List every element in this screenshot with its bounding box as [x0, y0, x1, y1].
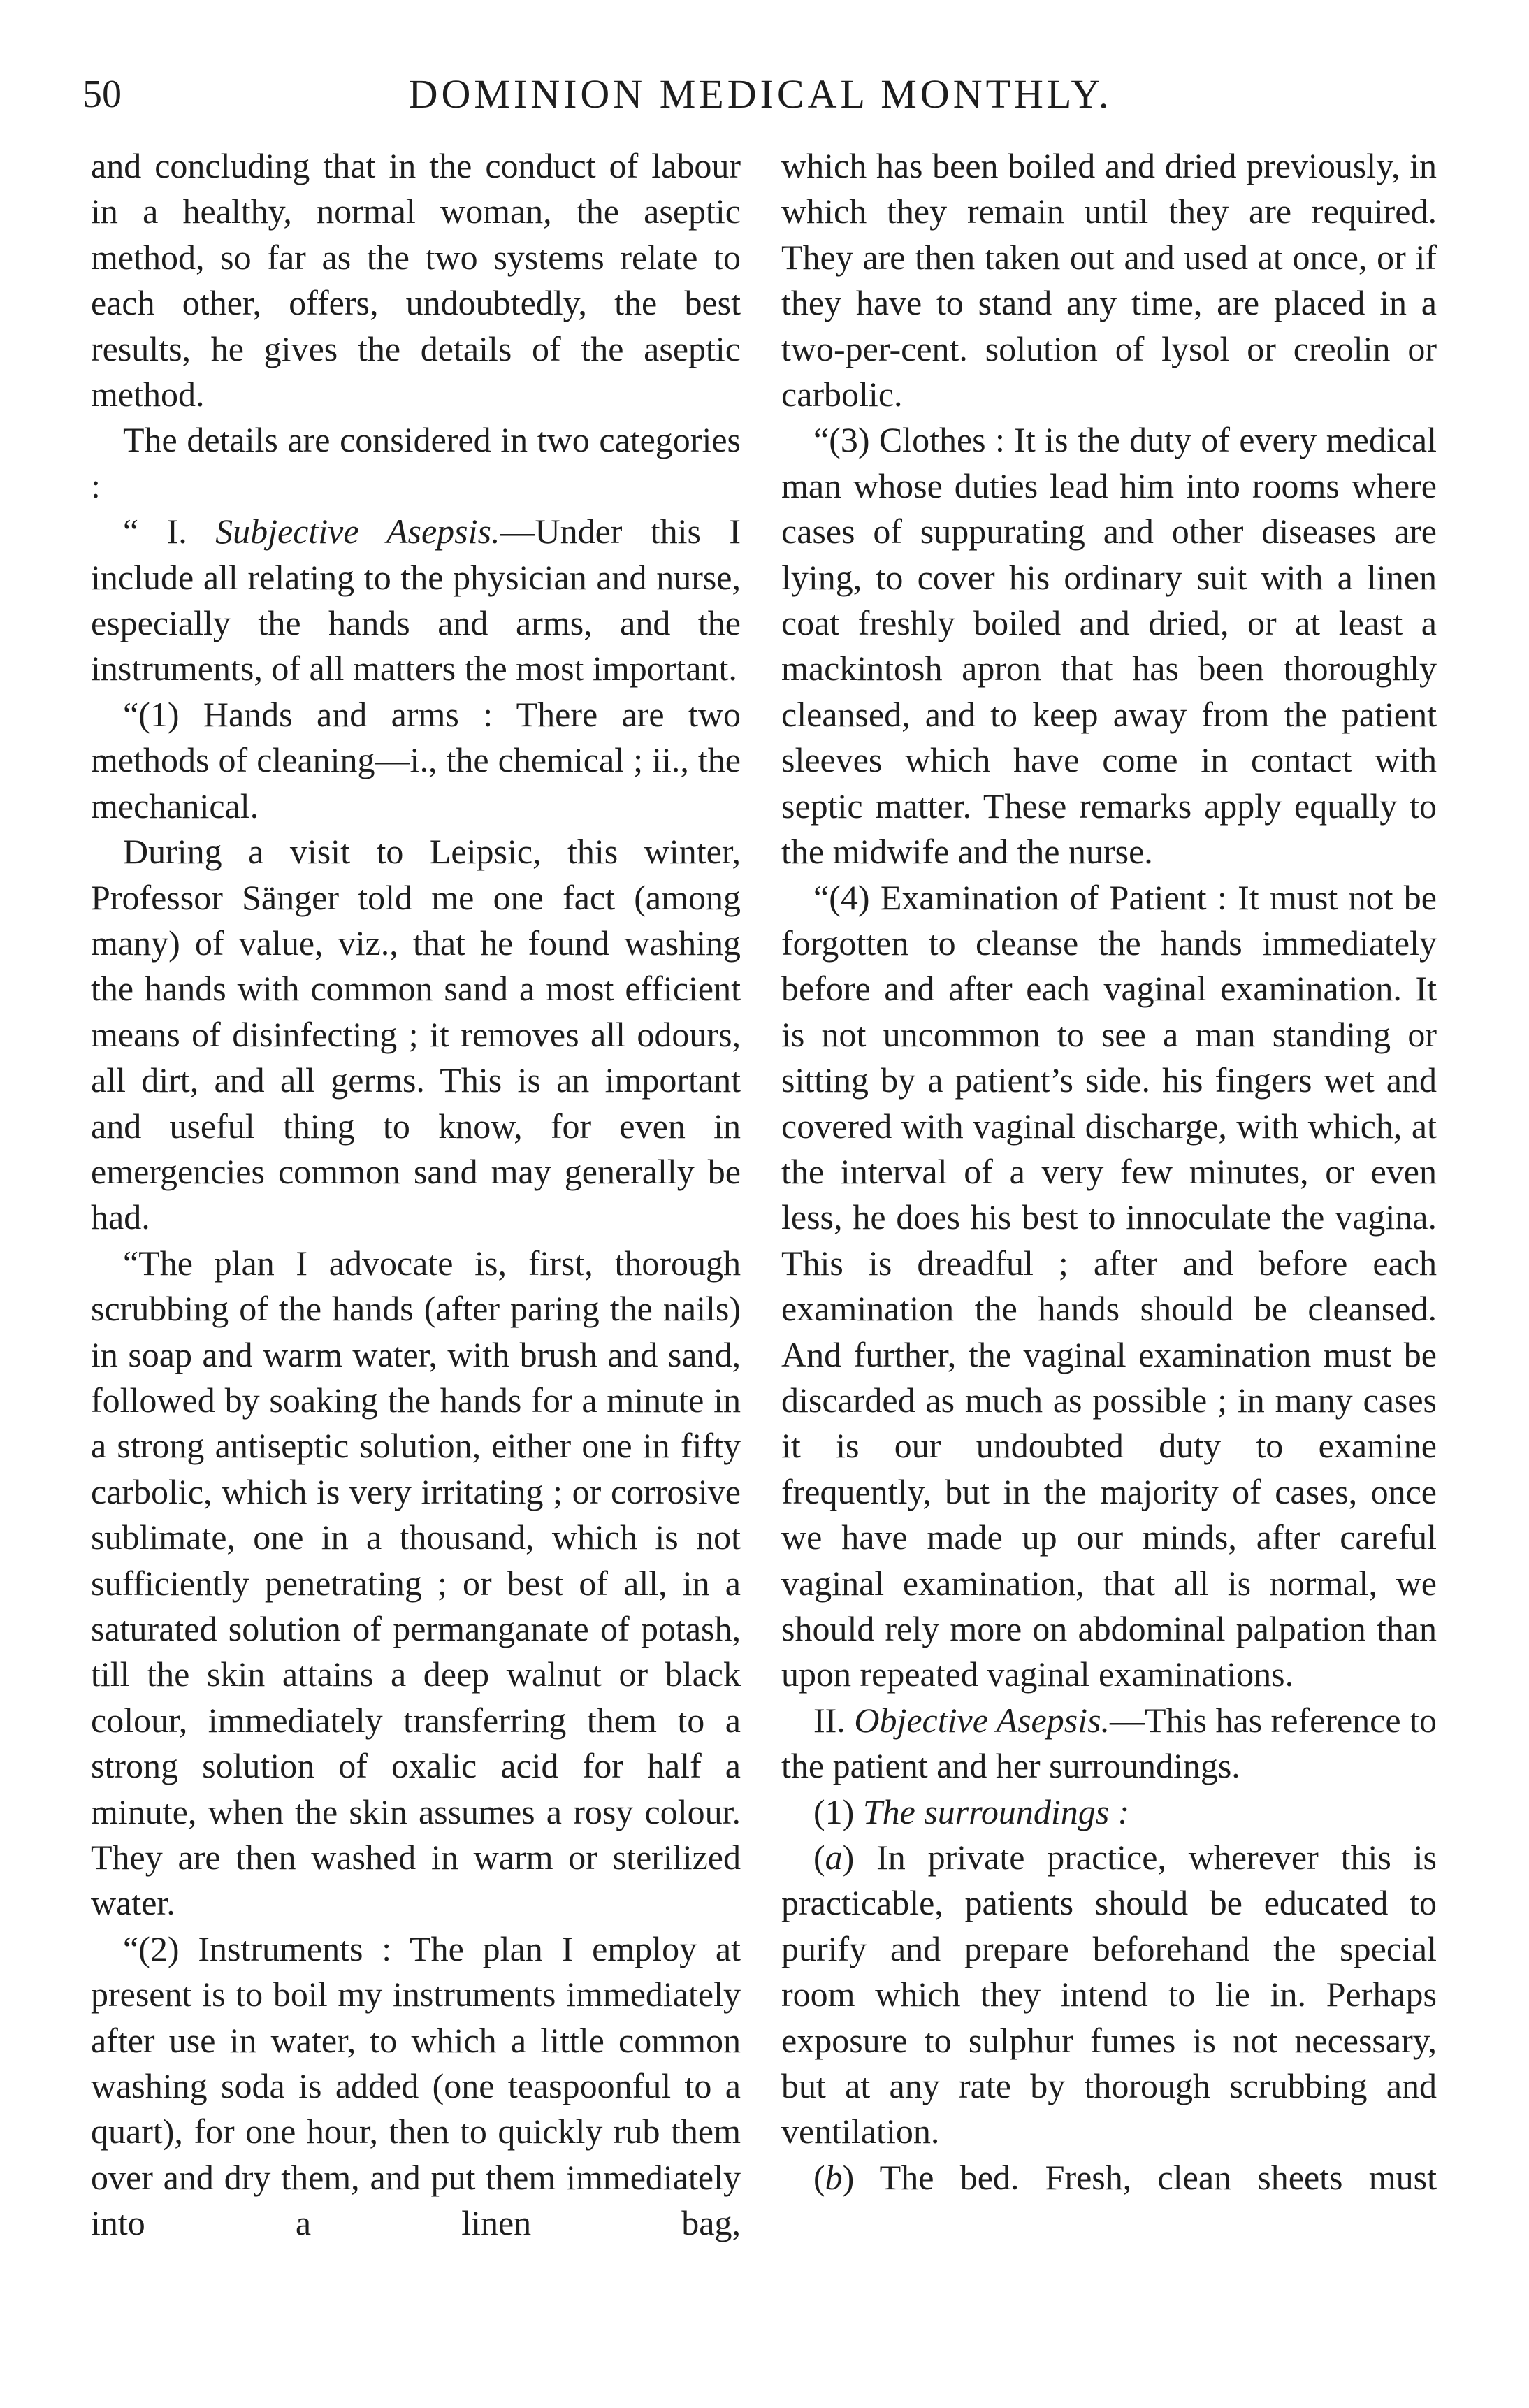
- paragraph: “(3) Clothes : It is the duty of every medical man whose duties lead him into rooms where cases of suppurating and other diseases are lying, to cover his ordinary suit with a linen coat freshly boiled and dried, or at least a mackintosh apron that has been thoroughly cleansed, and to keep away from the patient sleeves which have come in contact with septic matter. These remarks apply equally to the midwife and the nurse.: [781, 420, 1437, 872]
- section-heading: Objective Asepsis.: [854, 1700, 1110, 1740]
- paragraph: (a) In private practice, wherever this is practicable, patients should be educated to purify and prepare beforehand the special room which they intend to lie in. Perhaps exposure to sulphur fumes is not necessary, but at any rate by thorough scrubbing and ventilation.: [781, 1838, 1437, 2151]
- paragraph: and concluding that in the conduct of labour in a healthy, normal woman, the aseptic method, so far as the two systems relate to each other, offers, undoubtedly, the best results, he gives the details of the aseptic method.: [91, 146, 741, 414]
- paragraph: “The plan I advocate is, first, thorough scrubbing of the hands (after paring the nails) in soap and warm water, with brush and sand, followed by soaking the hands for a minute in a strong antiseptic solution, either one in fifty carbolic, which is very irritating ; or corrosive sublimate, one in a thousand, which is not sufficiently penetrating ; or best of all, in a saturated solution of permanganate of potash, till the skin attains a deep walnut or black colour, immediately transferring them to a strong solution of oxalic acid for half a minute, when the skin assumes a rosy colour. They are then washed in warm or sterilized water.: [91, 1243, 741, 1923]
- page-number: 50: [82, 73, 122, 116]
- running-head: DOMINION MEDICAL MONTHLY.: [408, 71, 1113, 117]
- paragraph: “(1) Hands and arms : There are two methods of cleaning—i., the chemical ; ii., the mechanical.: [91, 694, 741, 826]
- paragraph: (b) The bed. Fresh, clean sheets must: [813, 2157, 1437, 2197]
- paragraph: During a visit to Leipsic, this winter, Professor Sänger told me one fact (among many) of value, viz., that he found washing the hands with common sand a most efficient means of disinfecting ; it removes all odours, all dirt, and all germs. This is an important and useful thing to know, for even in emergencies common sand may generally be had.: [91, 832, 741, 1237]
- paragraph: “(2) Instruments : The plan I employ at present is to boil my instruments immediately after use in water, to which a little common washing soda is added (one teaspoonful to a quart), for one hour, then to quickly rub them over and dry them, and put them immediately into a linen bag,: [91, 1928, 741, 2243]
- list-marker: b: [825, 2157, 843, 2197]
- paragraph: The details are considered in two categories :: [91, 420, 741, 505]
- paragraph: (1) The surroundings :: [813, 1791, 1130, 1831]
- left-column: [91, 143, 741, 2247]
- paragraph: “ I. Subjective Asepsis.—Under this I include all relating to the physician and nurse, especially the hands and arms, and the instruments, of all matters the most important.: [91, 512, 741, 688]
- paragraph: which has been boiled and dried previously, in which they remain until they are required. They are then taken out and used at once, or if they have to stand any time, are placed in a two-per-cent. solution of lysol or creolin or carbolic.: [781, 146, 1437, 414]
- page-header: [82, 70, 1438, 126]
- section-heading: Subjective Asepsis.: [215, 512, 500, 551]
- list-marker: a: [825, 1838, 843, 1877]
- paragraph: II. Objective Asepsis.—This has reference to the patient and her surroundings.: [781, 1700, 1437, 1786]
- paragraph: “(4) Examination of Patient : It must not be forgotten to cleanse the hands immediately before and after each vaginal examination. It is not uncommon to see a man standing or sitting by a patient’s side. his fingers wet and covered with vaginal discharge, with which, at the interval of a very few minutes, or even less, he does his best to innoculate the vagina. This is dreadful ; after and before each examination the hands should be cleansed. And further, the vaginal examination must be discarded as much as possible ; in many cases it is our undoubted duty to examine frequently, but in the majority of cases, once we have made up our minds, after careful vaginal examination, that all is normal, we should rely more on abdominal palpation than upon repeated vaginal examinations.: [781, 877, 1437, 1694]
- right-column: [781, 143, 1437, 2200]
- subsection-heading: The surroundings :: [862, 1791, 1130, 1831]
